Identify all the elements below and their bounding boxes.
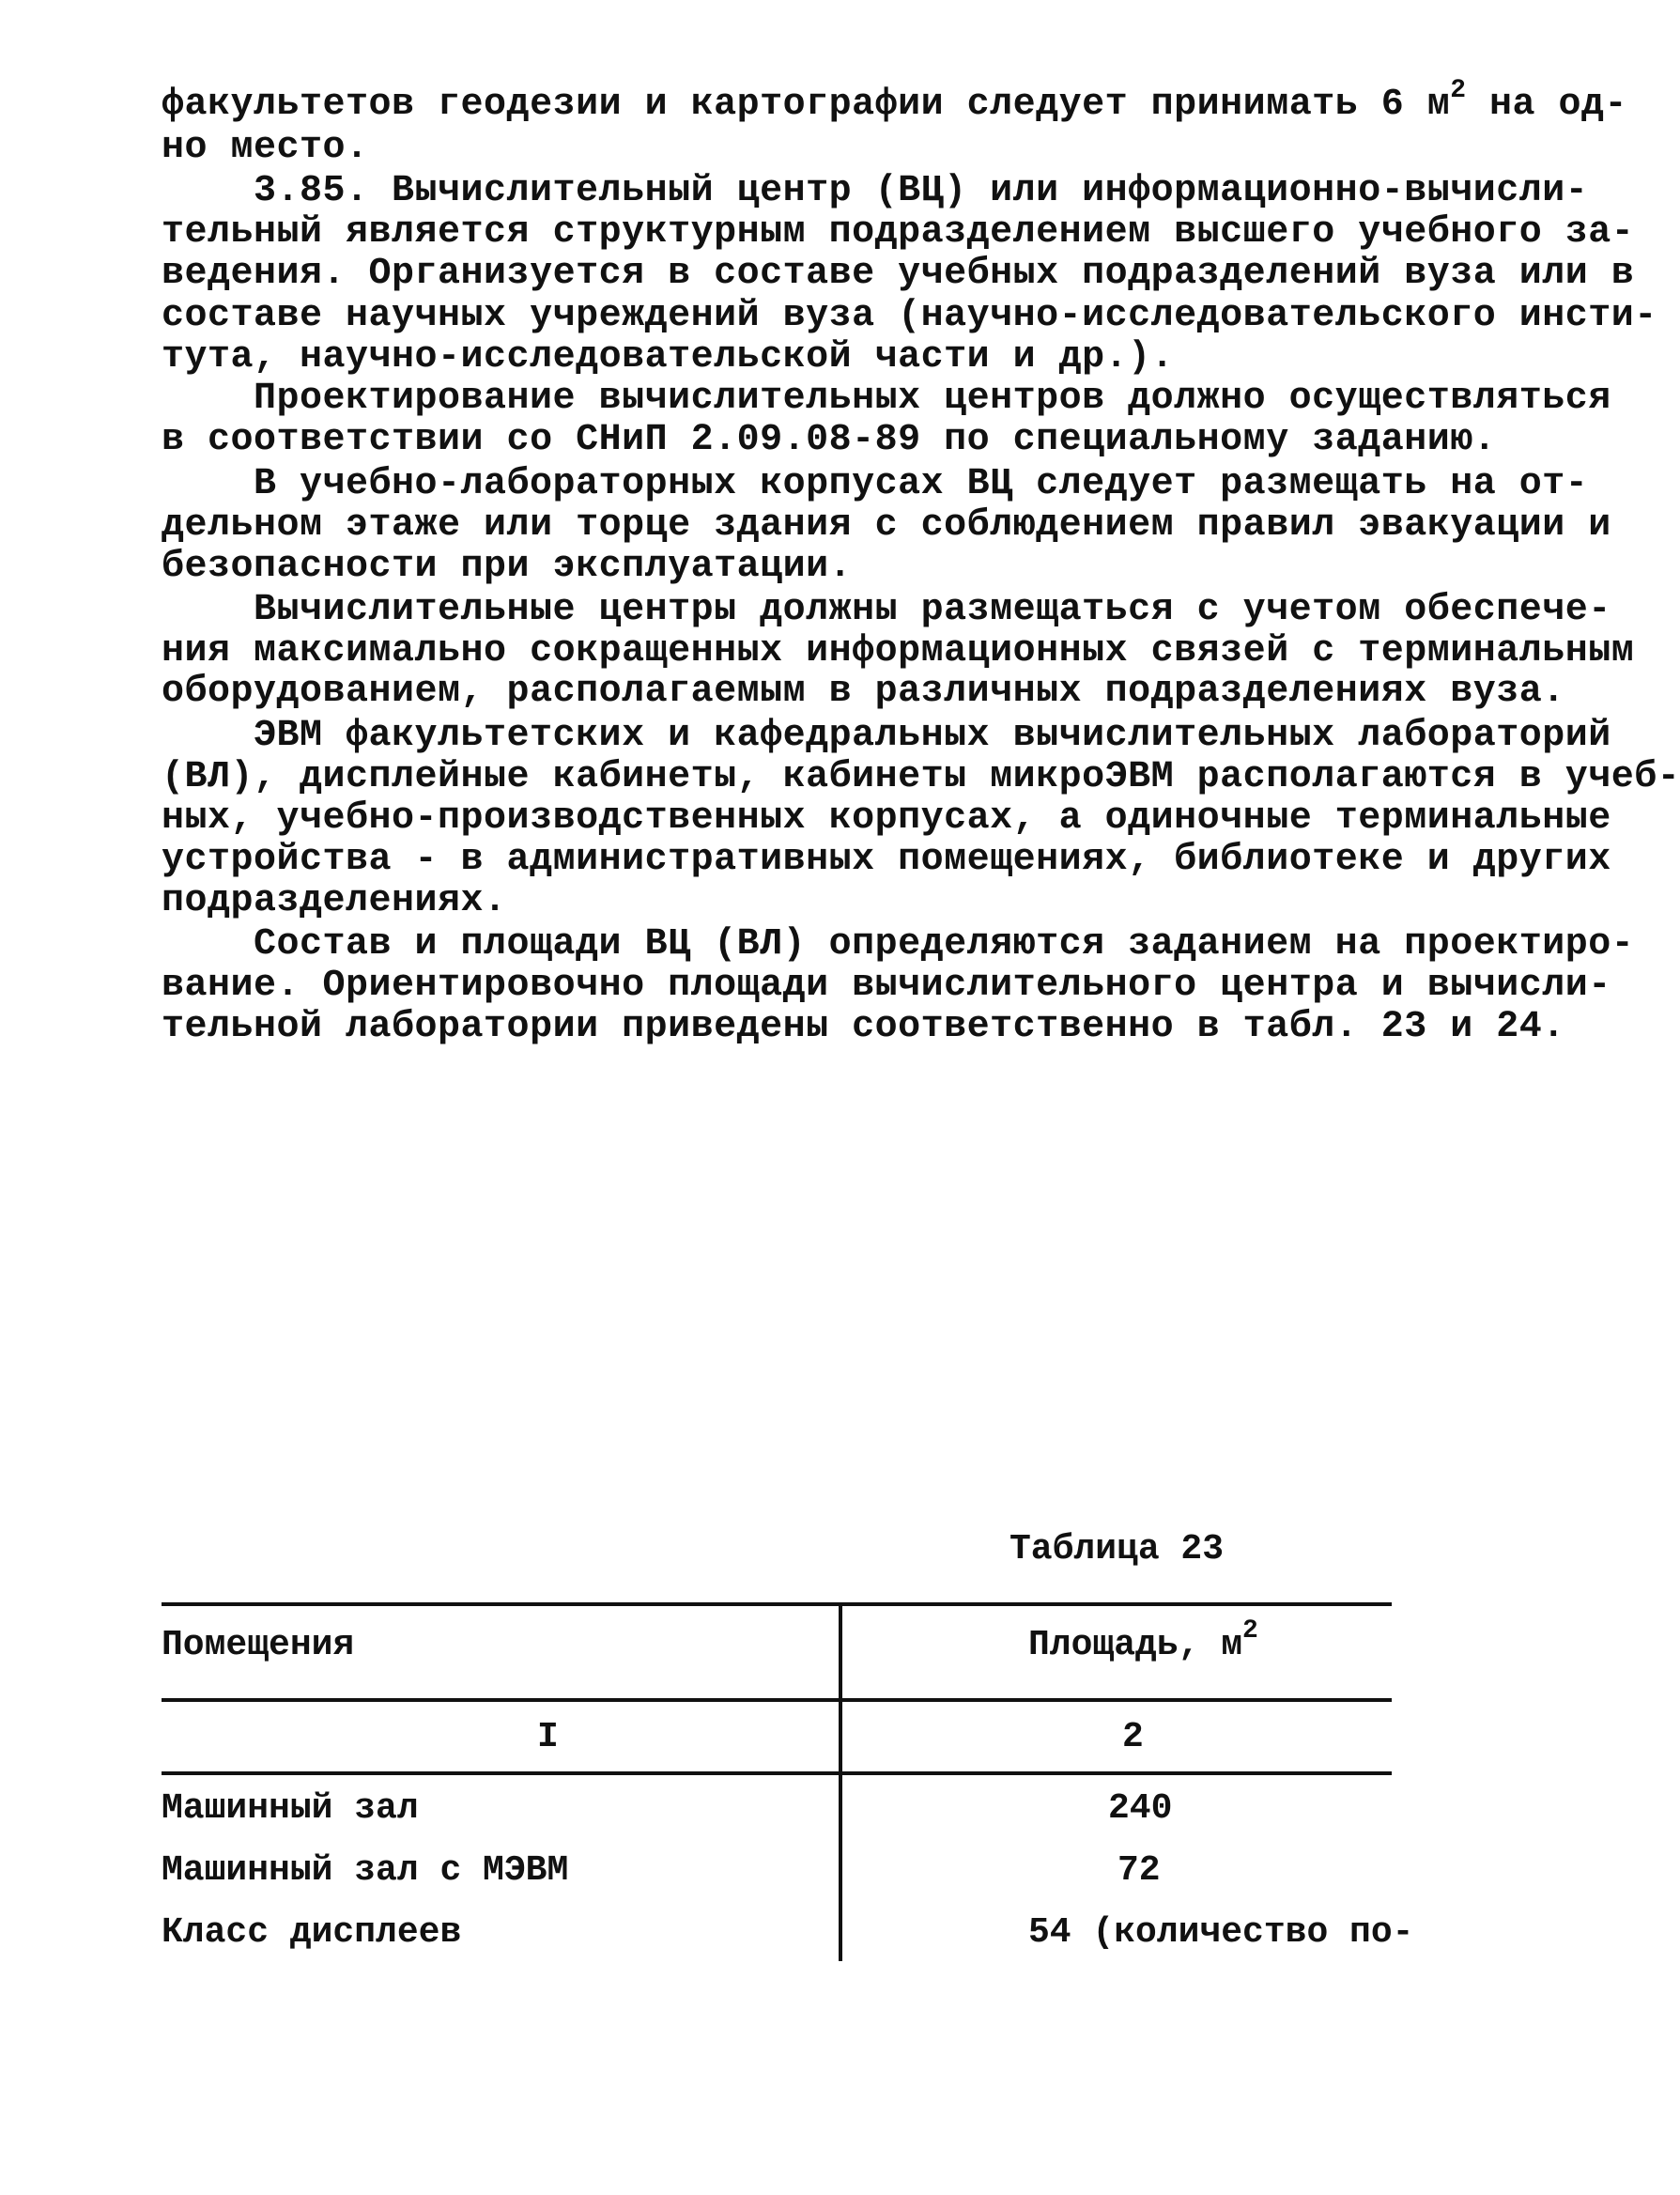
table-column-divider — [839, 1602, 842, 1961]
table-cell-area: 54 (количество по- — [1028, 1912, 1414, 1953]
paragraph-line: факультетов геодезии и картографии следует принимать 6 $м^2$ на од- — [162, 76, 1628, 126]
table-cell-area: 72 — [1117, 1850, 1161, 1891]
table-header-col2: Площадь, $м^2$ — [1028, 1616, 1258, 1665]
table-numbers-rule — [162, 1771, 1392, 1775]
paragraph-line: вание. Ориентировочно площади вычислительного центра и вычисли- — [162, 965, 1611, 1007]
paragraph-line: ния максимально сокращенных информационных связей с терминальным — [162, 630, 1635, 672]
paragraph-line: составе научных учреждений вуза (научно-исследовательского инсти- — [162, 295, 1657, 337]
paragraph-line: ведения. Организуется в составе учебных подразделений вуза или в — [162, 253, 1635, 295]
table-caption: Таблица 23 — [1010, 1529, 1225, 1569]
paragraph-line: в соответствии со СНиП 2.09.08-89 по специальному заданию. — [162, 419, 1497, 461]
paragraph-line: тельной лаборатории приведены соответственно в табл. 23 и 24. — [162, 1006, 1565, 1048]
paragraph-line: подразделениях. — [162, 880, 507, 922]
paragraph-line: 3.85. Вычислительный центр (ВЦ) или информационно-вычисли- — [254, 170, 1589, 212]
paragraph-line: устройства - в административных помещениях, библиотеке и других — [162, 839, 1611, 881]
table-cell-name: Машинный зал — [162, 1788, 419, 1829]
paragraph-line: Состав и площади ВЦ (ВЛ) определяются заданием на проектиро- — [254, 923, 1635, 966]
paragraph-line: тута, научно-исследовательской части и др.). — [162, 336, 1175, 379]
table-cell-area: 240 — [1108, 1788, 1173, 1829]
paragraph-line: (ВЛ), дисплейные кабинеты, кабинеты микроЭВМ располагаются в учеб- — [162, 756, 1680, 798]
table-cell-name: Машинный зал с МЭВМ — [162, 1850, 569, 1891]
table-header-rule — [162, 1698, 1392, 1702]
paragraph-line: дельном этаже или торце здания с соблюдением правил эвакуации и — [162, 504, 1611, 547]
paragraph-line: ЭВМ факультетских и кафедральных вычислительных лабораторий — [254, 715, 1611, 757]
table-top-rule — [162, 1602, 1392, 1606]
paragraph-line: Проектирование вычислительных центров должно осуществляться — [254, 378, 1611, 420]
table-colnum-2: 2 — [1122, 1717, 1144, 1757]
paragraph-line: тельный является структурным подразделением высшего учебного за- — [162, 211, 1635, 254]
table-colnum-1: I — [537, 1717, 559, 1757]
table-cell-name: Класс дисплеев — [162, 1912, 462, 1953]
table-header-col1: Помещения — [162, 1625, 355, 1665]
paragraph-line: В учебно-лабораторных корпусах ВЦ следует размещать на от- — [254, 463, 1589, 505]
paragraph-line: Вычислительные центры должны размещаться с учетом обеспече- — [254, 589, 1611, 631]
paragraph-line: ных, учебно-производственных корпусах, а одиночные терминальные — [162, 797, 1611, 840]
paragraph-line: безопасности при эксплуатации. — [162, 546, 853, 588]
paragraph-line: оборудованием, располагаемым в различных подразделениях вуза. — [162, 671, 1565, 713]
paragraph-line: но место. — [162, 127, 369, 169]
